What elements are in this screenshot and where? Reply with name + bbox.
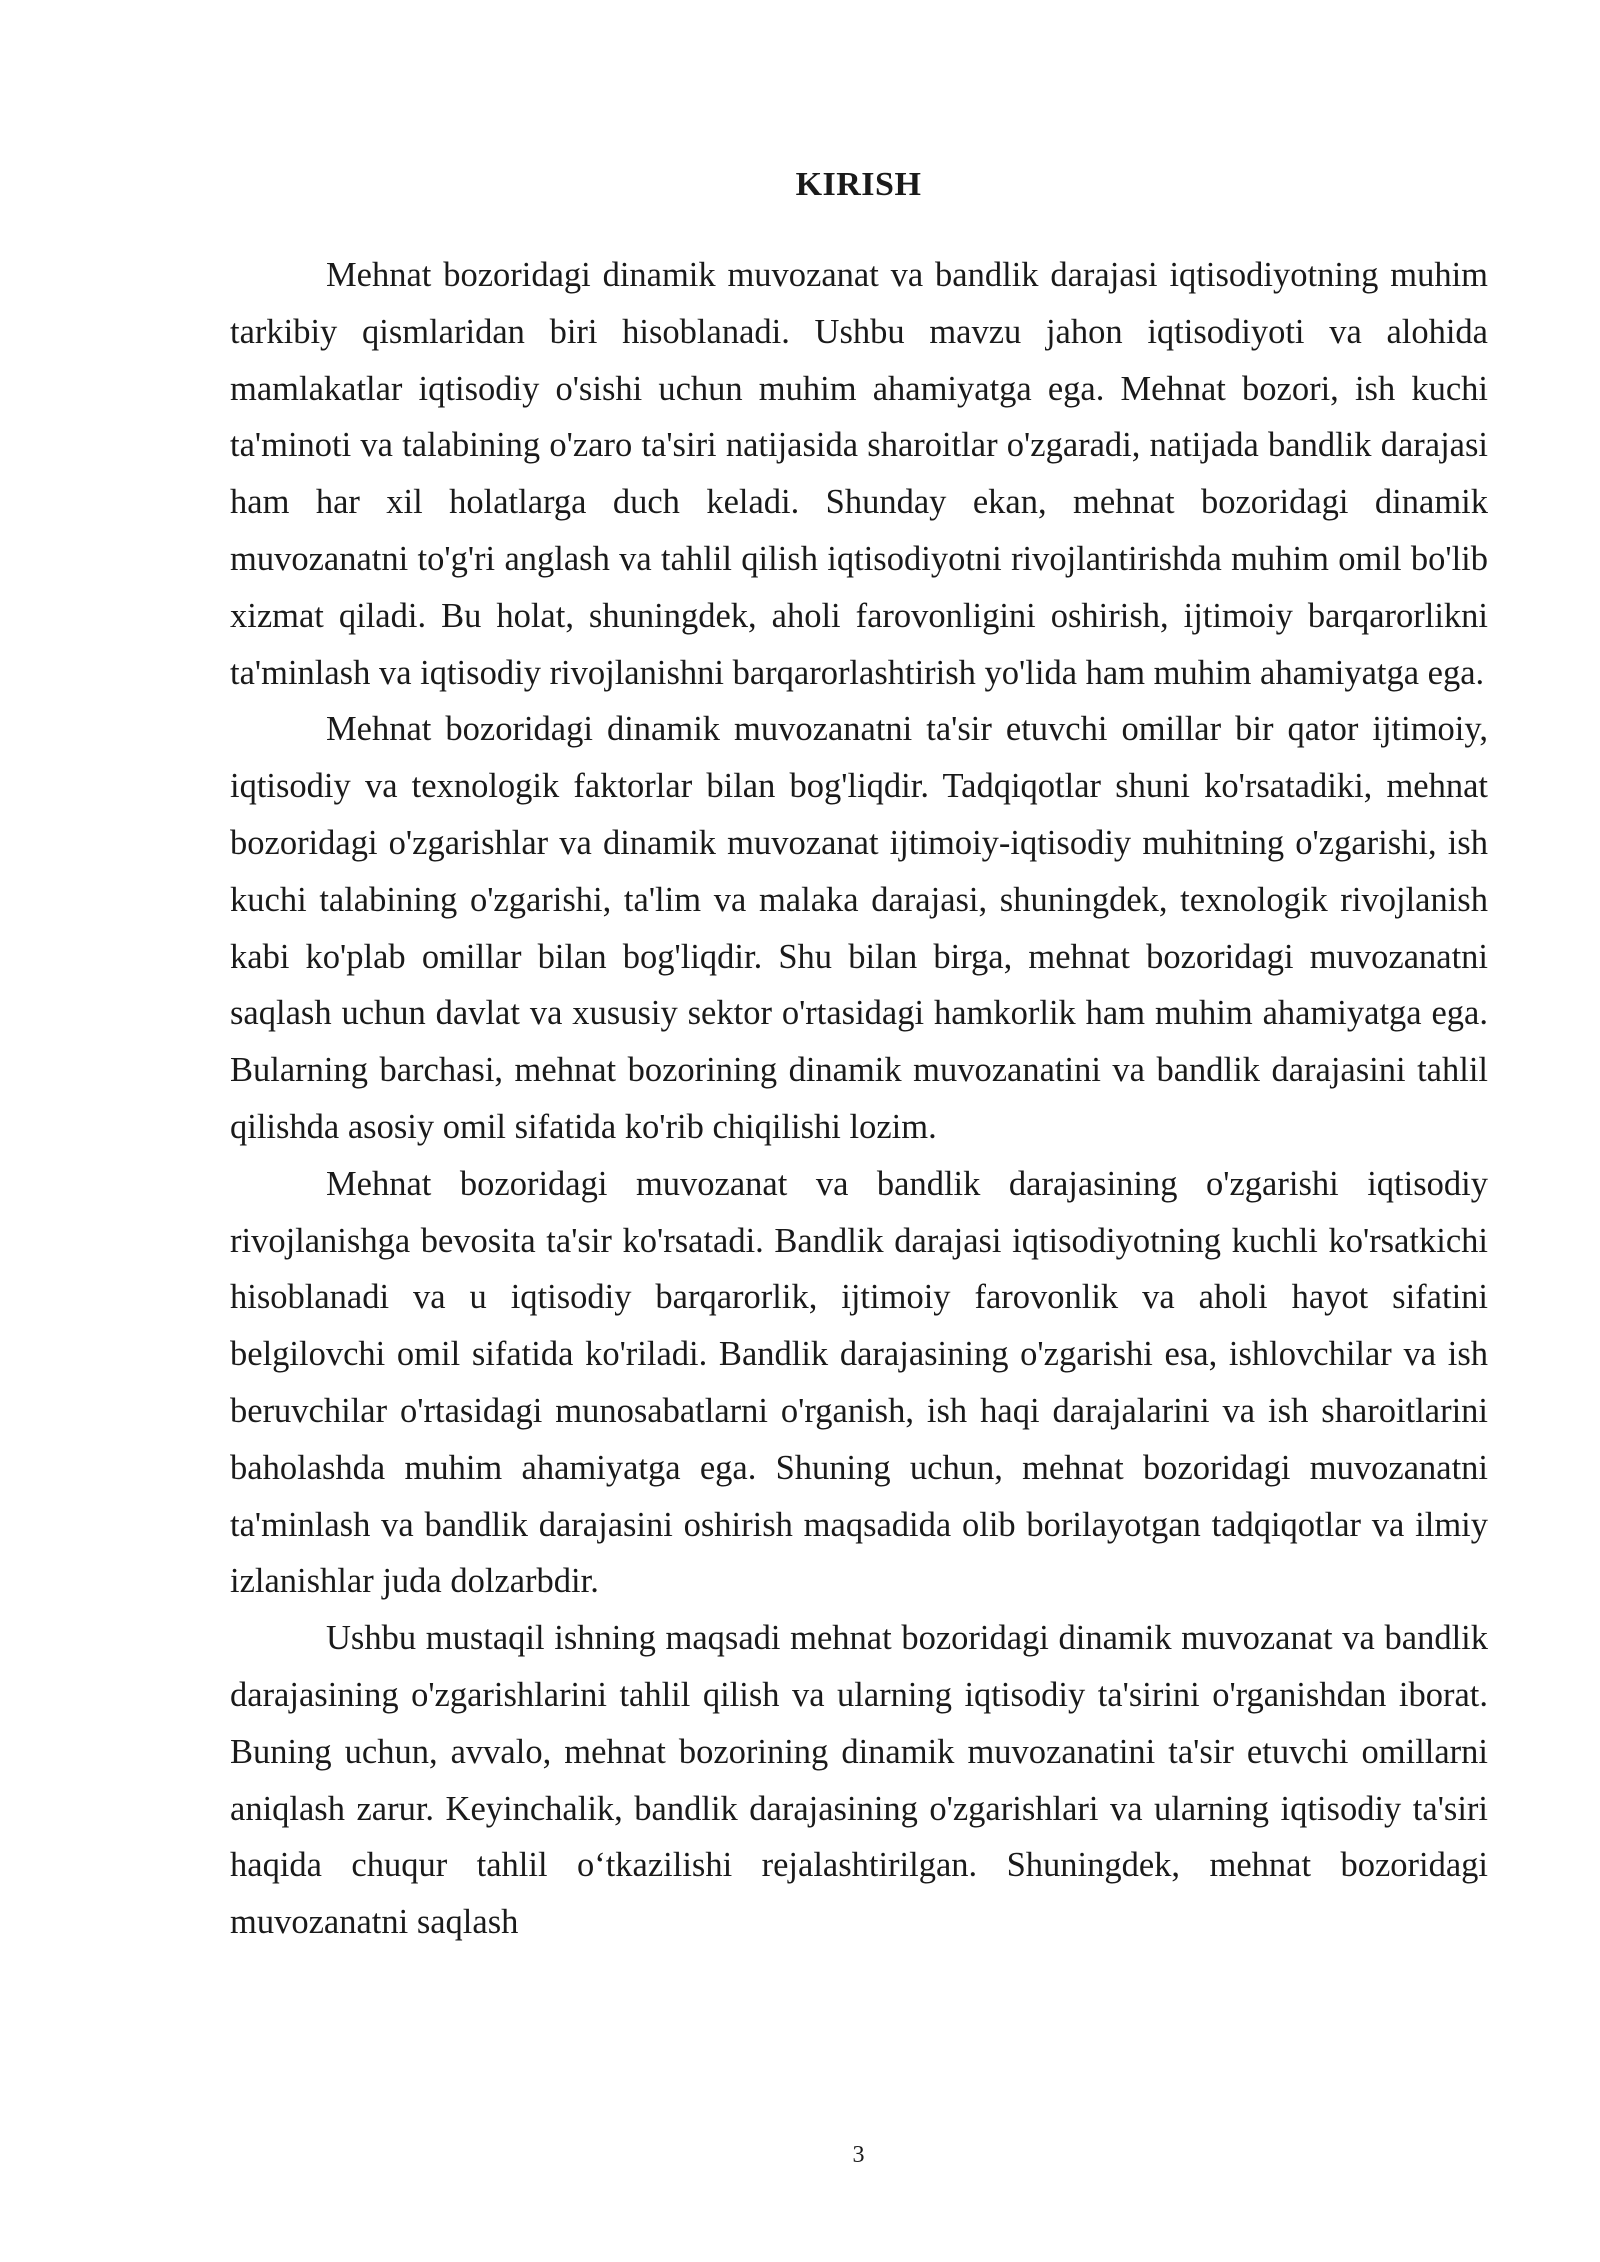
paragraph-1: Mehnat bozoridagi dinamik muvozanat va bandlik darajasi iqtisodiyotning muhim tarkibiy qismlaridan biri hisoblanadi. Ushbu mavzu jahon iqtisodiyoti va alohida mamlakatlar iqtisodiy o'sishi uchun muhim ahamiyatga ega. Mehnat bozori, ish kuchi ta'minoti va talabining o'zaro ta'siri natijasida sharoitlar o'zgaradi, natijada bandlik darajasi ham har xil holatlarga duch keladi. Shunday ekan, mehnat bozoridagi dinamik muvozanatni to'g'ri anglash va tahlil qilish iqtisodiyotni rivojlantirishda muhim omil bo'lib xizmat qiladi. Bu holat, shuningdek, aholi farovonligini oshirish, ijtimoiy barqarorlikni ta'minlash va iqtisodiy rivojlanishni barqarorlashtirish yo'lida ham muhim ahamiyatga ega. <box>230 256 1488 692</box>
paragraph-2: Mehnat bozoridagi dinamik muvozanatni ta'sir etuvchi omillar bir qator ijtimoiy, iqtisodiy va texnologik faktorlar bilan bog'liqdir. Tadqiqotlar shuni ko'rsatadiki, mehnat bozoridagi o'zgarishlar va dinamik muvozanat ijtimoiy-iqtisodiy muhitning o'zgarishi, ish kuchi talabining o'zgarishi, ta'lim va malaka darajasi, shuningdek, texnologik rivojlanish kabi ko'plab omillar bilan bog'liqdir. Shu bilan birga, mehnat bozoridagi muvozanatni saqlash uchun davlat va xususiy sektor o'rtasidagi hamkorlik ham muhim ahamiyatga ega. Bularning barchasi, mehnat bozorining dinamik muvozanatini va bandlik darajasini tahlil qilishda asosiy omil sifatida ko'rib chiqilishi lozim. <box>230 710 1488 1146</box>
paragraph-3: Mehnat bozoridagi muvozanat va bandlik darajasining o'zgarishi iqtisodiy rivojlanishga bevosita ta'sir ko'rsatadi. Bandlik darajasi iqtisodiyotning kuchli ko'rsatkichi hisoblanadi va u iqtisodiy barqarorlik, ijtimoiy farovonlik va aholi hayot sifatini belgilovchi omil sifatida ko'riladi. Bandlik darajasining o'zgarishi esa, ishlovchilar va ish beruvchilar o'rtasidagi munosabatlarni o'rganish, ish haqi darajalarini va ish sharoitlarini baholashda muhim ahamiyatga ega. Shuning uchun, mehnat bozoridagi muvozanatni ta'minlash va bandlik darajasini oshirish maqsadida olib borilayotgan tadqiqotlar va ilmiy izlanishlar juda dolzarbdir. <box>230 1164 1488 1601</box>
page-title: KIRISH <box>795 166 922 203</box>
page-number: 3 <box>852 2142 865 2168</box>
body-text <box>230 247 1488 1951</box>
paragraph-4: Ushbu mustaqil ishning maqsadi mehnat bozoridagi dinamik muvozanat va bandlik darajasining o'zgarishlarini tahlil qilish va ularning iqtisodiy ta'sirini o'rganishdan iborat. Buning uchun, avvalo, mehnat bozorining dinamik muvozanatini ta'sir etuvchi omillarni aniqlash zarur. Keyinchalik, bandlik darajasining o'zgarishlari va ularning iqtisodiy ta'siri haqida chuqur tahlil o‘tkazilishi rejalashtirilgan. Shuningdek, mehnat bozoridagi muvozanatni saqlash <box>230 1619 1488 1942</box>
